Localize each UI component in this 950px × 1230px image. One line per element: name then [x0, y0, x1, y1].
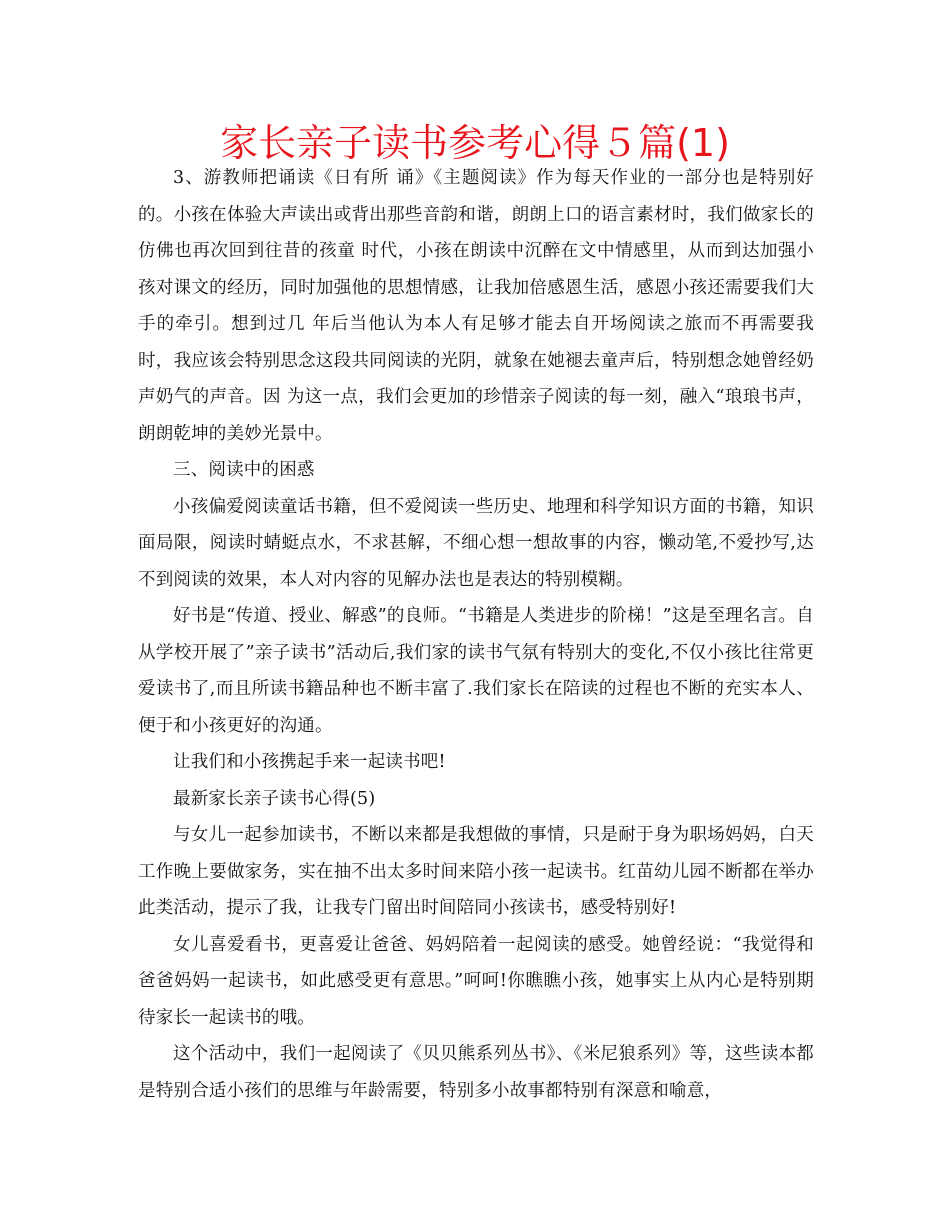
- paragraph-reading-with-daughter: 与女儿一起参加读书，不断以来都是我想做的事情，只是耐于身为职场妈妈，白天工作晚上要做家务，实在抽不出太多时间来陪小孩一起读书。红苗幼儿园不断都在举办此类活动，提示了我，让我专门留出时间陪同小孩读书，感受特别好!: [138, 825, 814, 918]
- document-title: 家长亲子读书参考心得５篇(1): [220, 121, 730, 165]
- paragraph-good-books: 好书是“传道、授业、解惑”的良师。“书籍是人类进步的阶梯！”这是至理名言。自从学校开展了”亲子读书”活动后,我们家的读书气氛有特别大的变化,不仅小孩比往常更爱读书了,而且所读书籍品种也不断丰富了.我们家长在陪读的过程也不断的充实本人、便于和小孩更好的沟通。: [138, 606, 814, 736]
- paragraph-daughter-likes-reading: 女儿喜爱看书，更喜爱让爸爸、妈妈陪着一起阅读的感受。她曾经说：“我觉得和爸爸妈妈一起读书，如此感受更有意思。”呵呵!你瞧瞧小孩，她事实上从内心是特别期待家长一起读书的哦。: [138, 934, 814, 1028]
- section-heading-reading-confusion: 三、阅读中的困惑: [173, 460, 315, 480]
- paragraph-reading-preferences: 小孩偏爱阅读童话书籍，但不爱阅读一些历史、地理和科学知识方面的书籍，知识面局限，阅读时蜻蜓点水，不求甚解，不细心想一想故事的内容，懒动笔,不爱抄写,达不到阅读的效果，本人对内容的见解办法也是表达的特别模糊。: [138, 496, 814, 590]
- section-heading-reading-notes-5: 最新家长亲子读书心得(5): [173, 788, 376, 809]
- paragraph-activity-books: 这个活动中，我们一起阅读了《贝贝熊系列丛书》、《米尼狼系列》等，这些读本都是特别合适小孩们的思维与年龄需要，特别多小故事都特别有深意和喻意，: [138, 1044, 814, 1101]
- paragraph-call-to-read: 让我们和小孩携起手来一起读书吧!: [173, 752, 446, 772]
- paragraph-reading-practice: 3、游教师把诵读《日有所 诵》《主题阅读》作为每天作业的一部分也是特别好的。小孩在体验大声读出或背出那些音韵和谐，朗朗上口的语言素材时，我们做家长的仿佛也再次回到往昔的孩童 时代，小孩在朗读中沉醉在文中情感里，从而到达加强小孩对课文的经历，同时加强他的思想情感，让我加倍感恩生活，感恩小孩还需要我们大手的牵引。想到过几 年后当他认为本人有足够才能去自开场阅读之旅而不再需要我时，我应该会特别思念这段共同阅读的光阴，就象在她褪去童声后，特别想念她曾经奶声奶气的声音。因 为这一点，我们会更加的珍惜亲子阅读的每一刻，融入“琅琅书声，朗朗乾坤的美妙光景中。: [138, 168, 814, 444]
- document-body: [138, 160, 814, 1109]
